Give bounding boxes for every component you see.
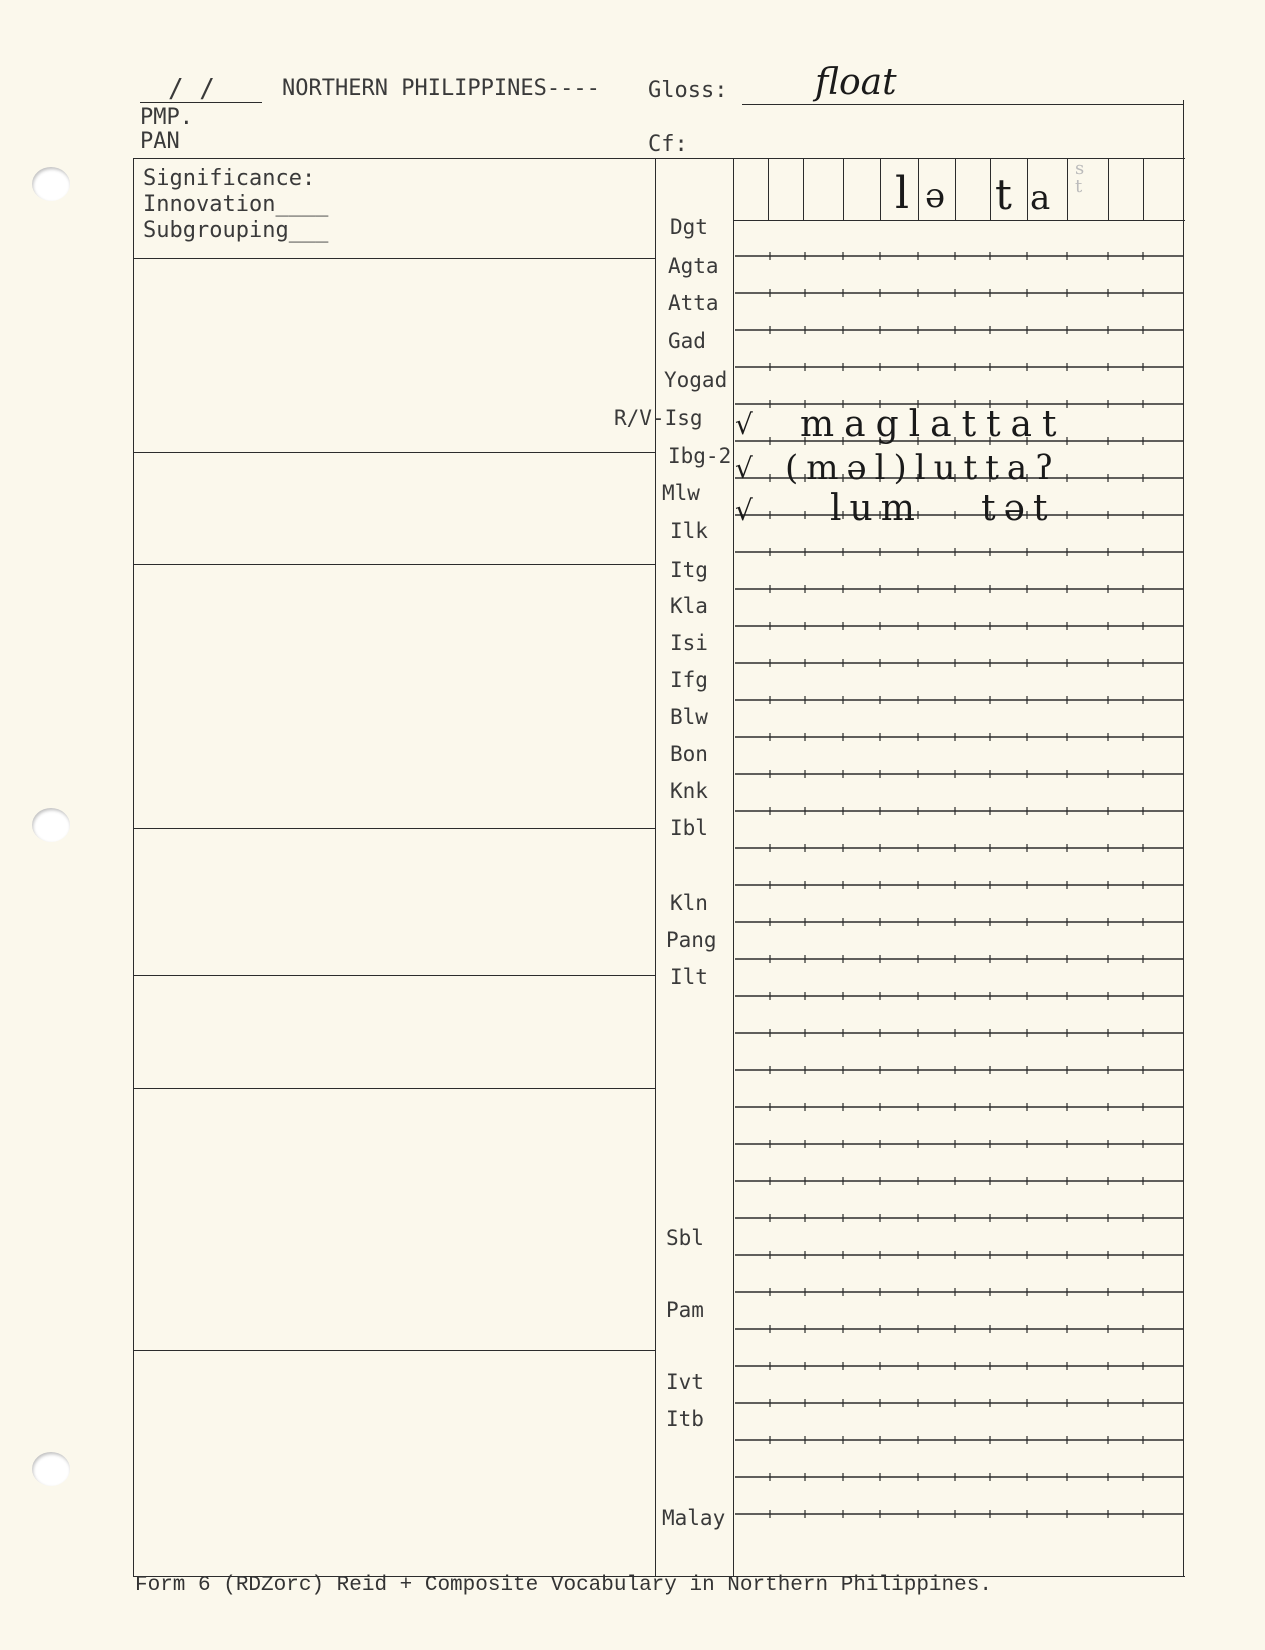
writing-line bbox=[735, 880, 1183, 890]
writing-line bbox=[735, 991, 1183, 1001]
section-divider-6 bbox=[133, 1088, 655, 1089]
punch-hole-bottom bbox=[32, 1452, 70, 1486]
writing-line bbox=[735, 1028, 1183, 1038]
language-label: R/V-Isg bbox=[614, 406, 703, 430]
subgrouping-label: Subgrouping___ bbox=[143, 218, 329, 243]
form-footer: Form 6 (RDZorc) Reid + Composite Vocabulary in Northern Philippines. bbox=[135, 1574, 992, 1597]
section-divider-2 bbox=[133, 452, 655, 453]
writing-line bbox=[735, 1213, 1183, 1223]
form-check-isg: √ bbox=[735, 408, 753, 441]
reconstruction-box-divider bbox=[918, 158, 919, 220]
language-label: Mlw bbox=[662, 481, 700, 505]
recon-segment-3: t bbox=[995, 170, 1012, 219]
recon-segment-4: a bbox=[1030, 178, 1051, 218]
language-label: Ivt bbox=[666, 1370, 704, 1394]
gloss-label: Gloss: bbox=[648, 78, 728, 103]
reconstruction-box-divider bbox=[843, 158, 844, 220]
writing-line bbox=[735, 362, 1183, 372]
header-right-border bbox=[1183, 100, 1184, 158]
writing-line bbox=[735, 1139, 1183, 1149]
language-label: Sbl bbox=[666, 1226, 704, 1250]
gloss-underline bbox=[742, 104, 1184, 105]
language-label: Ibg-2 bbox=[668, 444, 732, 468]
language-label: Gad bbox=[668, 329, 706, 353]
language-label: Dgt bbox=[670, 215, 708, 239]
innovation-label: Innovation____ bbox=[143, 192, 329, 217]
writing-line bbox=[735, 1250, 1183, 1260]
reconstruction-box-divider bbox=[1108, 158, 1109, 220]
form-isg: maglattat bbox=[800, 404, 1067, 445]
writing-line bbox=[735, 547, 1183, 557]
writing-line bbox=[735, 954, 1183, 964]
pmp-label: PMP. bbox=[140, 105, 193, 130]
language-label: Pang bbox=[666, 928, 717, 952]
section-divider-7 bbox=[133, 1350, 655, 1351]
writing-line bbox=[735, 1065, 1183, 1075]
language-label: Kla bbox=[670, 594, 708, 618]
writing-line bbox=[735, 1361, 1183, 1371]
writing-line bbox=[735, 658, 1183, 668]
date-underline bbox=[140, 102, 262, 103]
writing-line bbox=[735, 843, 1183, 853]
writing-line bbox=[735, 1435, 1183, 1445]
section-divider-5 bbox=[133, 975, 655, 976]
writing-line bbox=[735, 1102, 1183, 1112]
date-slashes: / / bbox=[168, 74, 215, 104]
grid-right-border bbox=[1183, 158, 1184, 1576]
writing-line bbox=[735, 1176, 1183, 1186]
pan-label: PAN bbox=[140, 129, 180, 154]
punch-hole-middle bbox=[32, 808, 70, 842]
writing-line bbox=[735, 1398, 1183, 1408]
language-label: Ibl bbox=[670, 816, 708, 840]
writing-line bbox=[735, 1287, 1183, 1297]
language-label: Ifg bbox=[670, 668, 708, 692]
writing-line bbox=[735, 732, 1183, 742]
form-ibg: (məl)luttaʔ bbox=[785, 448, 1062, 488]
reconstruction-box-divider bbox=[1143, 158, 1144, 220]
writing-line bbox=[735, 917, 1183, 927]
reconstruction-box-bottom bbox=[733, 220, 1185, 221]
language-label: Kln bbox=[670, 891, 708, 915]
reconstruction-box-divider bbox=[1067, 158, 1068, 220]
grid-middle-border bbox=[655, 158, 656, 1576]
language-label: Pam bbox=[666, 1298, 704, 1322]
language-label: Ilk bbox=[670, 519, 708, 543]
writing-line bbox=[735, 1324, 1183, 1334]
writing-line bbox=[735, 288, 1183, 298]
significance-title: Significance: bbox=[143, 166, 316, 191]
reconstruction-box-divider bbox=[1027, 158, 1028, 220]
recon-segment-1: l bbox=[895, 168, 910, 219]
language-label: Yogad bbox=[664, 368, 728, 392]
writing-line bbox=[735, 251, 1183, 261]
language-label: Itb bbox=[666, 1407, 704, 1431]
writing-line bbox=[735, 806, 1183, 816]
form-check-ibg: √ bbox=[735, 452, 753, 485]
language-label: Agta bbox=[668, 254, 719, 278]
punch-hole-top bbox=[32, 167, 70, 201]
recon-segment-2: ə bbox=[925, 176, 946, 216]
reconstruction-box-divider bbox=[990, 158, 991, 220]
writing-line bbox=[735, 325, 1183, 335]
language-label: Malay bbox=[662, 1506, 726, 1530]
cf-label: Cf: bbox=[648, 132, 688, 157]
writing-line bbox=[735, 695, 1183, 705]
language-label: Blw bbox=[670, 705, 708, 729]
form-mlw: lum tət bbox=[830, 488, 1056, 529]
grid-lang-border bbox=[733, 158, 734, 1576]
section-divider-1 bbox=[133, 258, 655, 259]
reconstruction-box-divider bbox=[955, 158, 956, 220]
language-label: Bon bbox=[670, 742, 708, 766]
recon-faint-mark: s t bbox=[1075, 158, 1085, 197]
language-label: Isi bbox=[670, 631, 708, 655]
writing-line bbox=[735, 1472, 1183, 1482]
reconstruction-box-divider bbox=[803, 158, 804, 220]
writing-line bbox=[735, 1509, 1183, 1519]
writing-line bbox=[735, 621, 1183, 631]
language-label: Ilt bbox=[670, 965, 708, 989]
language-label: Atta bbox=[668, 291, 719, 315]
writing-line bbox=[735, 584, 1183, 594]
writing-line bbox=[735, 769, 1183, 779]
language-label: Knk bbox=[670, 779, 708, 803]
language-label: Itg bbox=[670, 558, 708, 582]
gloss-value: float bbox=[815, 62, 897, 103]
reconstruction-box-divider bbox=[880, 158, 881, 220]
section-divider-3 bbox=[133, 564, 655, 565]
reconstruction-box-divider bbox=[768, 158, 769, 220]
grid-left-border bbox=[133, 158, 134, 1576]
region-label: NORTHERN PHILIPPINES---- bbox=[282, 76, 600, 101]
form-check-mlw: √ bbox=[735, 494, 753, 527]
section-divider-4 bbox=[133, 828, 655, 829]
